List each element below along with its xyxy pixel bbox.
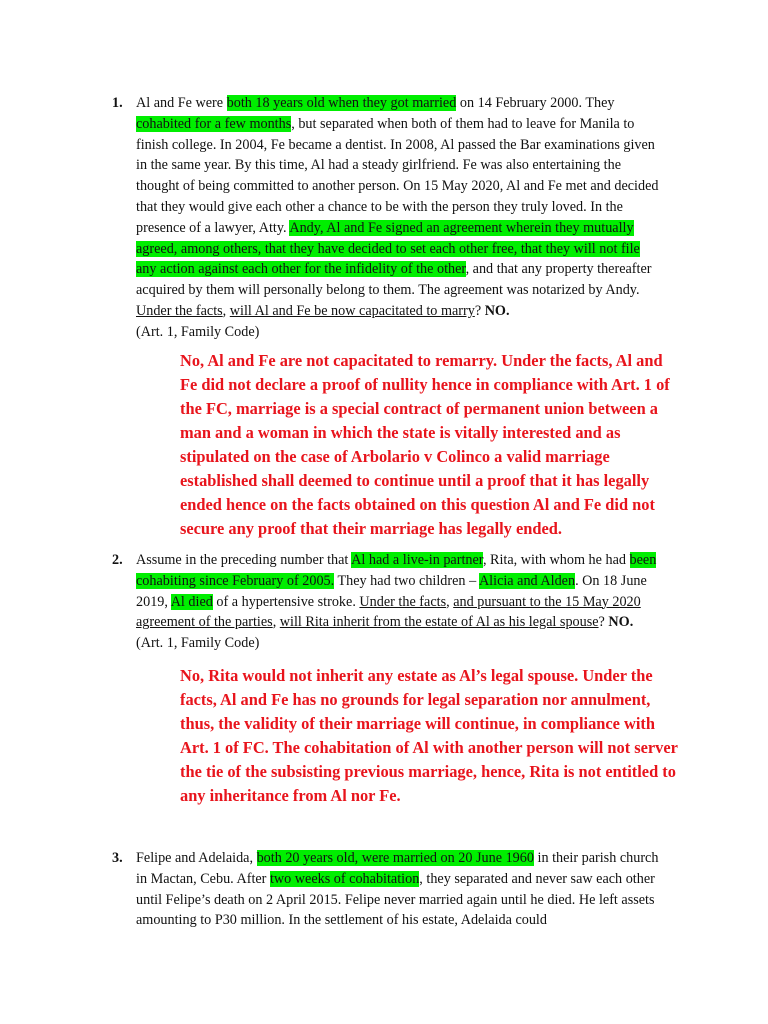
short-answer: NO. xyxy=(608,614,634,631)
highlight: Al died xyxy=(170,593,213,610)
underlined-text: Under the facts xyxy=(136,302,223,319)
question-text: Felipe and Adelaida, both 20 years old, were married on 20 June 1960 in their parish church in Mactan, Cebu. After two weeks of cohabitation, they separated and never saw each other until Felipe’s death on 2 April 2015. Felipe never married again until he died. He left assets amounting to P30 million. In the settlement of his estate, Adelaida could xyxy=(136,850,659,929)
question-text: Assume in the preceding number that Al had a live-in partner, Rita, with whom he had been cohabiting since February of 2005. They had two children – Alicia and Alden. On 18 June 2019, Al died of a hypertensive stroke. Under the facts, and pursuant to the 15 May 2020 agreement of the parties, will Rita inherit from the estate of Al as his legal spouse? NO. (Art. 1, Family Code) xyxy=(136,552,657,652)
short-answer: NO. xyxy=(484,302,510,319)
answer-2: No, Rita would not inherit any estate as Al’s legal spouse. Under the facts, Al and Fe has no grounds for legal separation nor annulment, thus, the validity of their marriage will continue, in compliance with Art. 1 of FC. The cohabitation of Al with another person will not server the tie of the subsisting previous marriage, hence, Rita is not entitled to any inheritance from Al nor Fe. xyxy=(180,666,678,805)
highlight: two weeks of cohabitation xyxy=(269,870,420,887)
question-number: 3. xyxy=(112,850,123,866)
highlight: Alicia and Alden xyxy=(478,572,576,589)
underlined-text: Under the facts xyxy=(359,593,447,610)
question-number: 1. xyxy=(112,95,123,111)
question-1 xyxy=(112,93,660,343)
underlined-text: will Rita inherit from the estate of Al as his legal spouse xyxy=(279,614,599,631)
highlight: Andy, Al and Fe signed an agreement wherein they mutually agreed, among others, that they have decided to set each other free, that they will not file any action against each other for the infidelity of the other xyxy=(136,219,640,278)
question-2 xyxy=(112,550,660,654)
question-text: Al and Fe were both 18 years old when they got married on 14 February 2000. They cohabited for a few months, but separated when both of them had to leave for Manila to finish college. In 2004, Fe became a dentist. In 2008, Al passed the Bar examinations given in the same year. By this time, Al had a steady girlfriend. Fe was also entertaining the thought of being committed to another person. On 15 May 2020, Al and Fe met and decided that they would give each other a chance to be with the person they truly loved. In the presence of a lawyer, Atty. Andy, Al and Fe signed an agreement wherein they mutually agreed, among others, that they have decided to set each other free, that they will not file any action against each other for the infidelity of the other, and that any property thereafter acquired by them will personally belong to them. The agreement was notarized by Andy. Under the facts, will Al and Fe be now capacitated to marry? NO. (Art. 1, Family Code) xyxy=(136,95,659,340)
highlight: cohabited for a few months xyxy=(136,115,292,132)
question-number: 2. xyxy=(112,552,123,568)
highlight: both 18 years old when they got married xyxy=(226,95,457,111)
underlined-text: and pursuant to the 15 May 2020 agreement of the parties xyxy=(136,593,641,631)
highlight: been cohabiting since February of 2005. xyxy=(136,552,657,589)
question-3 xyxy=(112,848,660,931)
highlight: both 20 years old, were married on 20 June 1960 xyxy=(256,850,534,866)
answer-1: No, Al and Fe are not capacitated to remarry. Under the facts, Al and Fe did not declare a proof of nullity hence in compliance with Art. 1 of the FC, marriage is a special contract of permanent union between a man and a woman in which the state is vitally interested and as stipulated on the case of Arbolario v Colinco a valid marriage established shall deemed to continue until a proof that it has legally ended hence on the facts obtained on this question Al and Fe did not secure any proof that their marriage has legally ended. xyxy=(180,351,670,538)
highlight: Al had a live-in partner xyxy=(351,552,483,568)
underlined-text: will Al and Fe be now capacitated to marry xyxy=(229,302,475,319)
